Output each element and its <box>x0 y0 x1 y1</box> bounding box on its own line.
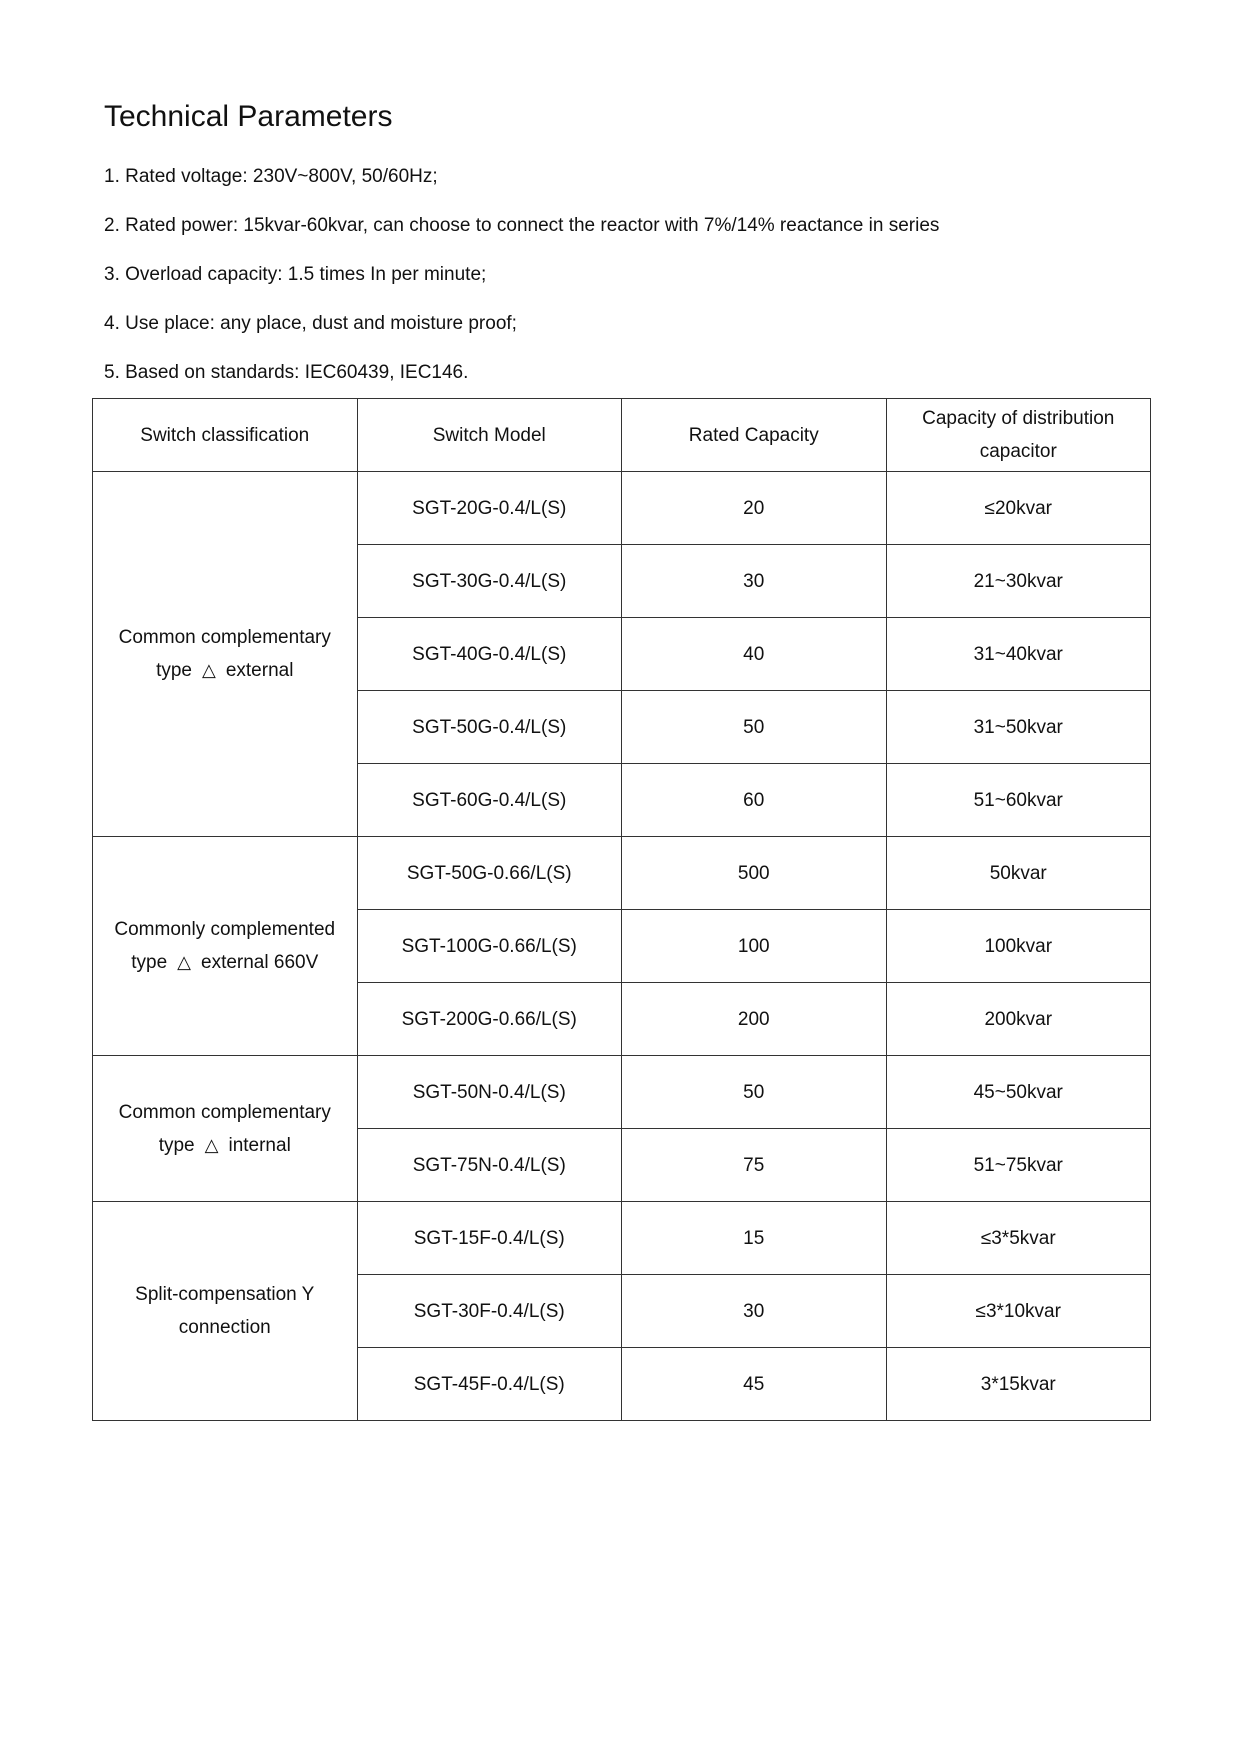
parameter-item: 5. Based on standards: IEC60439, IEC146. <box>104 362 469 383</box>
switch-model-cell: SGT-50G-0.66/L(S) <box>357 837 622 910</box>
delta-triangle-icon: △ <box>204 1134 219 1155</box>
parameter-item: 1. Rated voltage: 230V~800V, 50/60Hz; <box>104 166 438 187</box>
classification-line-2 <box>99 1311 351 1344</box>
parameter-item: 2. Rated power: 15kvar-60kvar, can choose to connect the reactor with 7%/14% reactance in series <box>104 215 940 236</box>
rated-capacity-cell: 30 <box>622 1275 887 1348</box>
header-classification: Switch classification <box>93 399 358 472</box>
capacitor-capacity-cell: ≤20kvar <box>886 472 1151 545</box>
classification-line-1: Commonly complemented <box>114 919 336 940</box>
header-capacitor-capacity: Capacity of distribution capacitor <box>886 399 1151 472</box>
classification-cell <box>93 837 358 1056</box>
table-row <box>93 1202 1151 1275</box>
delta-triangle-icon: △ <box>201 660 216 680</box>
capacitor-capacity-cell: 100kvar <box>886 910 1151 983</box>
switch-model-cell: SGT-40G-0.4/L(S) <box>357 618 622 691</box>
capacitor-capacity-cell: 3*15kvar <box>886 1348 1151 1421</box>
table-row <box>93 837 1151 910</box>
classification-connection: external 660V <box>201 952 319 973</box>
classification-type-word: connection <box>178 1317 271 1338</box>
switch-model-cell: SGT-50G-0.4/L(S) <box>357 691 622 764</box>
classification-line-2 <box>99 946 351 979</box>
switch-model-cell: SGT-20G-0.4/L(S) <box>357 472 622 545</box>
classification-connection: external <box>225 660 294 681</box>
switch-model-cell: SGT-45F-0.4/L(S) <box>357 1348 622 1421</box>
rated-capacity-cell: 50 <box>622 691 887 764</box>
rated-capacity-cell: 200 <box>622 983 887 1056</box>
parameter-item: 4. Use place: any place, dust and moisture proof; <box>104 313 517 334</box>
classification-line-1: Common complementary <box>118 1101 331 1123</box>
rated-capacity-cell: 500 <box>622 837 887 910</box>
rated-capacity-cell: 40 <box>622 618 887 691</box>
capacitor-capacity-cell: 45~50kvar <box>886 1056 1151 1129</box>
header-model: Switch Model <box>357 399 622 472</box>
switch-model-cell: SGT-75N-0.4/L(S) <box>357 1129 622 1202</box>
switch-model-cell: SGT-50N-0.4/L(S) <box>357 1056 622 1129</box>
capacitor-capacity-cell: 21~30kvar <box>886 545 1151 618</box>
classification-type-word: type <box>131 952 168 973</box>
classification-line-1: Split-compensation Y <box>135 1284 315 1305</box>
classification-line-1: Common complementary <box>118 627 331 648</box>
classification-line-2 <box>99 654 351 687</box>
table-row <box>93 472 1151 545</box>
switch-model-cell: SGT-30F-0.4/L(S) <box>357 1275 622 1348</box>
classification-line-2 <box>99 1129 351 1162</box>
capacitor-capacity-cell: ≤3*10kvar <box>886 1275 1151 1348</box>
classification-cell <box>93 472 358 837</box>
switch-model-cell: SGT-60G-0.4/L(S) <box>357 764 622 837</box>
classification-type-word: type <box>158 1134 195 1156</box>
specification-table <box>92 398 1151 1421</box>
rated-capacity-cell: 20 <box>622 472 887 545</box>
capacitor-capacity-cell: 31~50kvar <box>886 691 1151 764</box>
classification-type-word: type <box>156 660 192 681</box>
classification-cell <box>93 1056 358 1202</box>
rated-capacity-cell: 100 <box>622 910 887 983</box>
capacitor-capacity-cell: 51~75kvar <box>886 1129 1151 1202</box>
parameter-item: 3. Overload capacity: 1.5 times In per minute; <box>104 264 487 285</box>
table-row <box>93 1056 1151 1129</box>
delta-triangle-icon: △ <box>177 952 191 972</box>
parameter-list <box>104 162 939 407</box>
classification-connection: internal <box>228 1134 291 1156</box>
switch-model-cell: SGT-15F-0.4/L(S) <box>357 1202 622 1275</box>
switch-model-cell: SGT-30G-0.4/L(S) <box>357 545 622 618</box>
switch-model-cell: SGT-100G-0.66/L(S) <box>357 910 622 983</box>
rated-capacity-cell: 45 <box>622 1348 887 1421</box>
rated-capacity-cell: 15 <box>622 1202 887 1275</box>
capacitor-capacity-cell: 51~60kvar <box>886 764 1151 837</box>
table-header-row <box>93 399 1151 472</box>
classification-cell <box>93 1202 358 1421</box>
capacitor-capacity-cell: 50kvar <box>886 837 1151 910</box>
capacitor-capacity-cell: 200kvar <box>886 983 1151 1056</box>
capacitor-capacity-cell: 31~40kvar <box>886 618 1151 691</box>
rated-capacity-cell: 75 <box>622 1129 887 1202</box>
rated-capacity-cell: 50 <box>622 1056 887 1129</box>
switch-model-cell: SGT-200G-0.66/L(S) <box>357 983 622 1056</box>
rated-capacity-cell: 30 <box>622 545 887 618</box>
header-rated-capacity: Rated Capacity <box>622 399 887 472</box>
page-title: Technical Parameters <box>104 100 393 133</box>
rated-capacity-cell: 60 <box>622 764 887 837</box>
capacitor-capacity-cell: ≤3*5kvar <box>886 1202 1151 1275</box>
